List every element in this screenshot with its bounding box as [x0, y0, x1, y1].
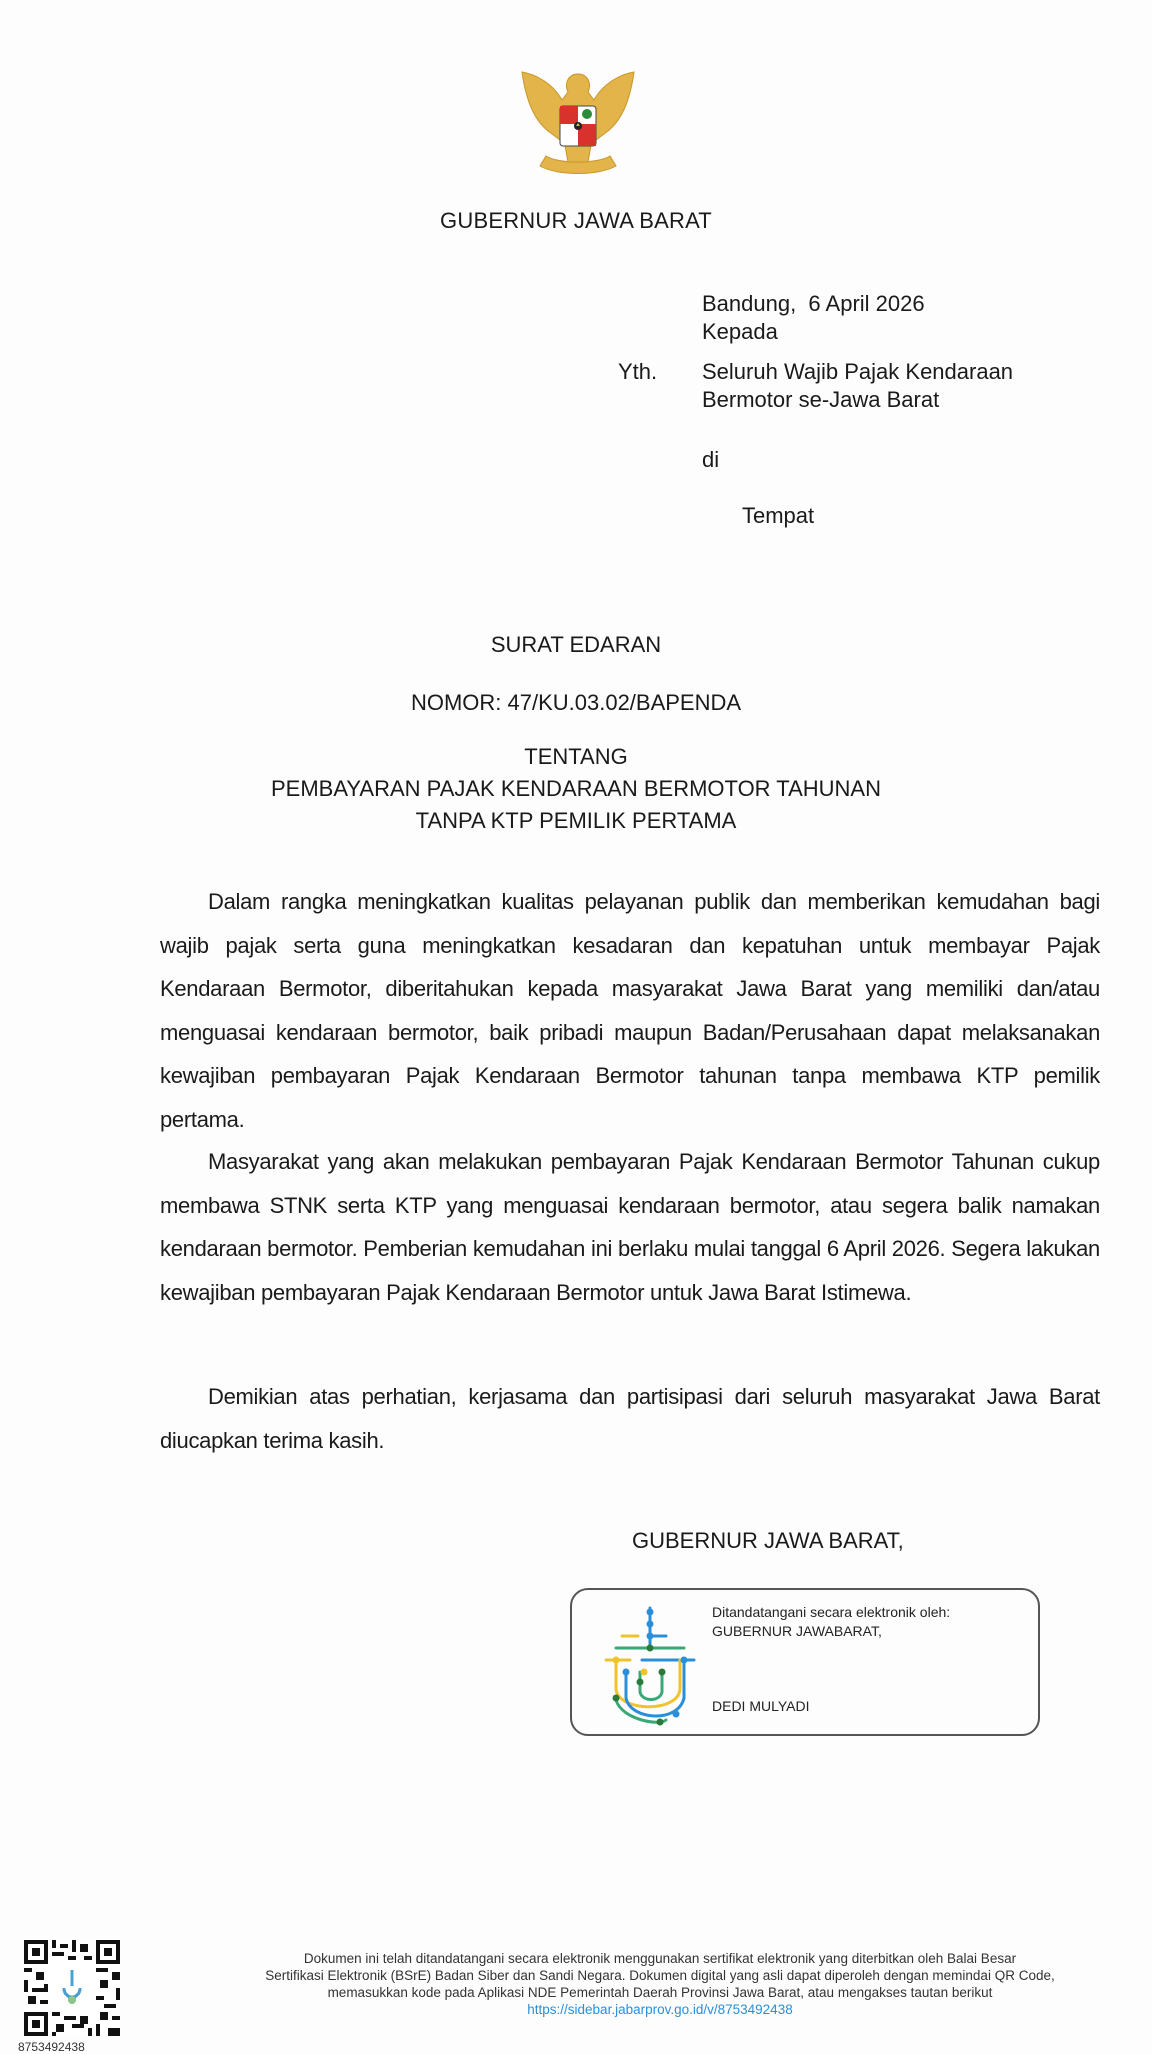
about-label: TENTANG — [524, 744, 628, 769]
signer-position: GUBERNUR JAWABARAT, — [712, 1623, 882, 1639]
e-signature-box — [570, 1588, 1040, 1736]
body-paragraph-2 — [160, 1140, 1100, 1314]
qr-code-icon[interactable] — [24, 1940, 120, 2036]
footer-line-3: memasukkan kode pada Aplikasi NDE Pemerintah Daerah Provinsi Jawa Barat, atau mengakses tautan berikut — [327, 1985, 993, 2000]
body-paragraph-3-text: Demikian atas perhatian, kerjasama dan partisipasi dari seluruh masyarakat Jawa Barat diucapkan terima kasih. — [160, 1384, 1100, 1453]
document-number: NOMOR: 47/KU.03.02/BAPENDA — [410, 690, 742, 715]
body-paragraph-3 — [160, 1375, 1100, 1462]
letterhead-office-text: GUBERNUR JAWA BARAT — [440, 208, 712, 233]
signature-title: GUBERNUR JAWA BARAT, — [632, 1528, 904, 1553]
letterhead-office — [0, 208, 1152, 234]
recipient — [702, 358, 1013, 414]
document-type: SURAT EDARAN — [490, 632, 662, 657]
tempat-label: Tempat — [742, 503, 815, 528]
yth-label: Yth. — [618, 359, 658, 384]
subject-line-1: PEMBAYARAN PAJAK KENDARAAN BERMOTOR TAHUNAN — [270, 776, 881, 801]
place-date: Bandung, 6 April 2026 — [702, 291, 925, 316]
bsre-signature-logo-icon — [600, 1602, 700, 1728]
footer-line-2: Sertifikasi Elektronik (BSrE) Badan Siber dan Sandi Negara. Dokumen digital yang asli dapat diperoleh dengan memindai QR Code, — [265, 1968, 1055, 1983]
di-label: di — [702, 447, 720, 472]
subject-line-2: TANPA KTP PEMILIK PERTAMA — [415, 808, 737, 833]
kepada-label: Kepada — [702, 319, 778, 344]
recipient-line-2: Bermotor se-Jawa Barat — [702, 387, 940, 412]
footer-line-1: Dokumen ini telah ditandatangani secara elektronik menggunakan sertifikat elektronik yang diterbitkan oleh Balai Besar — [303, 1951, 1017, 1966]
body-paragraph-2-text: Masyarakat yang akan melakukan pembayaran Pajak Kendaraan Bermotor Tahunan cukup membawa STNK serta KTP yang menguasai kendaraan bermotor, atau segera balik namakan kendaraan bermotor. Pemberian kemudahan ini berlaku mulai tanggal 6 April 2026. Segera lakukan kewajiban pembayaran Pajak Kendaraan Bermotor untuk Jawa Barat Istimewa. — [160, 1149, 1100, 1305]
body-paragraph-1-text: Dalam rangka meningkatkan kualitas pelayanan publik dan memberikan kemudahan bagi wajib pajak serta guna meningkatkan kesadaran dan kepatuhan untuk membayar Pajak Kendaraan Bermotor, diberitahukan kepada masyarakat Jawa Barat yang memiliki dan/atau menguasai kendaraan bermotor, baik pribadi maupun Badan/Perusahaan dapat melaksanakan kewajiban pembayaran Pajak Kendaraan Bermotor tahunan tanpa membawa KTP pemilik pertama. — [160, 889, 1100, 1132]
qr-code-label: 8753492438 — [18, 2040, 85, 2054]
body-paragraph-1 — [160, 880, 1100, 1141]
recipient-line-1: Seluruh Wajib Pajak Kendaraan — [702, 359, 1014, 384]
footer-disclaimer — [170, 1950, 1150, 2018]
signer-name: DEDI MULYADI — [712, 1698, 810, 1714]
signed-by-label: Ditandatangani secara elektronik oleh: — [712, 1604, 951, 1620]
verification-link[interactable]: https://sidebar.jabarprov.go.id/v/8753492438 — [527, 2002, 793, 2017]
garuda-emblem-icon — [512, 60, 644, 190]
